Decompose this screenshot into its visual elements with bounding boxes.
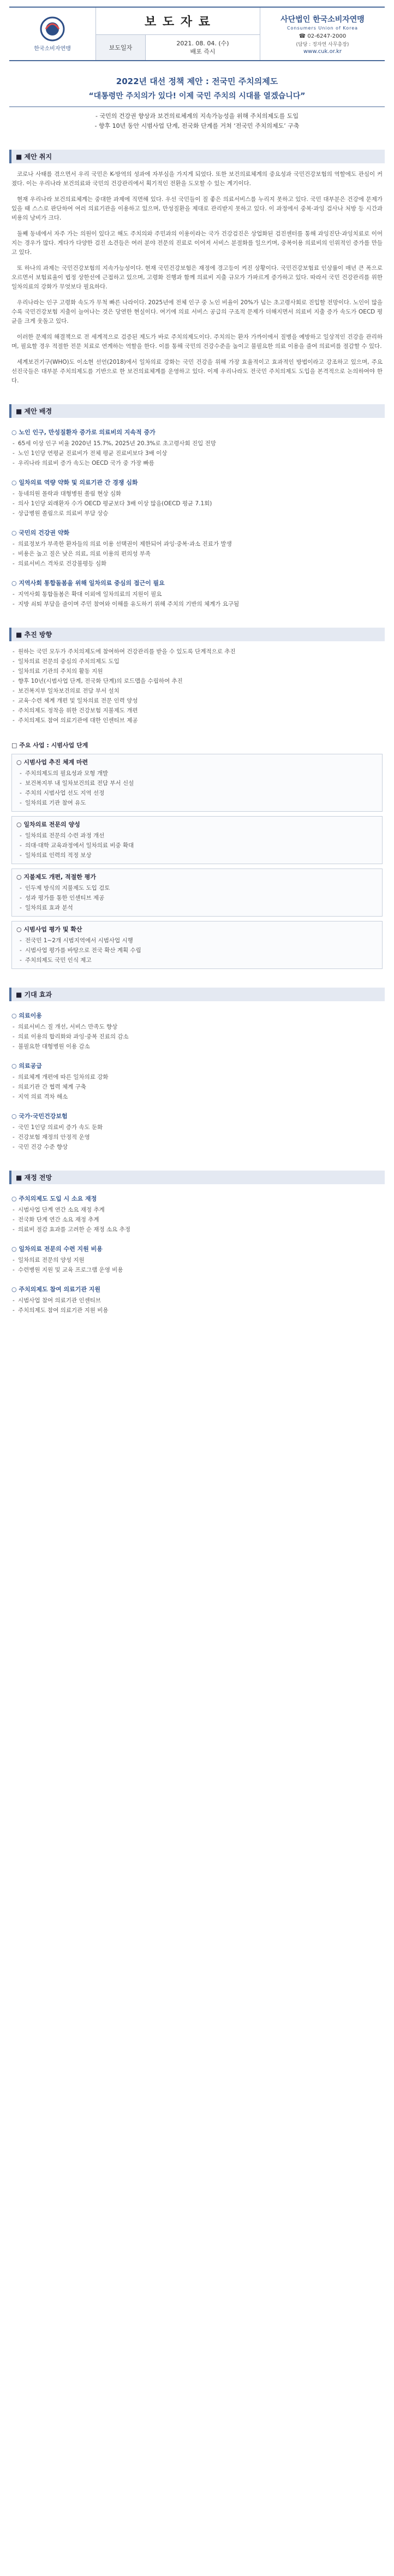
section-title: ■ 추진 방향 bbox=[9, 628, 385, 641]
section-title: ■ 재정 전망 bbox=[9, 1171, 385, 1184]
bullet-list bbox=[19, 831, 375, 860]
list-item: - 교육·수련 체계 개편 및 일차의료 전문 인력 양성 bbox=[11, 696, 383, 706]
list-item: - 건강보험 재정의 안정적 운영 bbox=[11, 1132, 383, 1142]
org-english-name: Consumers Union of Korea bbox=[286, 25, 359, 31]
logo-text: 한국소비자연맹 bbox=[34, 45, 71, 52]
headline-title: 2022년 대선 정책 제안 : 전국민 주치의제도 bbox=[116, 76, 278, 86]
paragraph: 우리나라는 인구 고령화 속도가 무척 빠른 나라이다. 2025년에 전체 인구 중 노인 비율이 20%가 넘는 초고령사회로 진입할 전망이다. 노인이 많을수록 국민건강보험 지출이 늘어나는 것은 당연한 현실이다. 여기에 의료 서비스 공급의 구조적 문제가 더해지면서 의료비 지출 증가 속도가 OECD 평균을 크게 웃돌고 있다. bbox=[11, 299, 383, 324]
org-contact: (담당 : 정자연 사무총장) bbox=[296, 42, 349, 48]
list-item: - 국민 건강 수준 향상 bbox=[11, 1142, 383, 1152]
bullet-list bbox=[19, 883, 375, 913]
section-direction bbox=[9, 628, 385, 725]
list-item: - 성과 평가를 통한 인센티브 제공 bbox=[19, 893, 375, 903]
list-item: - 주치의제도 정착을 위한 건강보험 지불제도 개편 bbox=[11, 706, 383, 716]
list-item: - 원하는 국민 모두가 주치의제도에 참여하여 건강관리를 받을 수 있도록 단계적으로 추진 bbox=[11, 647, 383, 657]
org-logo-icon bbox=[40, 16, 65, 42]
section-expected bbox=[9, 988, 385, 1152]
list-item: - 의료비 절감 효과를 고려한 순 재정 소요 추정 bbox=[11, 1225, 383, 1234]
list-item: - 일차의료 효과 분석 bbox=[19, 903, 375, 913]
list-item: - 의료서비스 질 개선, 서비스 만족도 향상 bbox=[11, 1022, 383, 1032]
list-item: - 향후 10년(시범사업 단계, 전국화 단계)의 로드맵을 수립하여 추진 bbox=[11, 676, 383, 686]
list-item: - 보건복지부 내 일차보건의료 전담 부서 신설 bbox=[19, 778, 375, 788]
list-item: - 지방 쇠퇴 부담을 줄이며 주민 참여와 이해를 유도하기 위해 주치의 기반의 체계가 요구됨 bbox=[11, 599, 383, 609]
subhead: ○ 일차의료 역량 약화 및 의료기관 간 경쟁 심화 bbox=[11, 479, 138, 486]
paragraph: 둘째 동네에서 자주 가는 의원이 있다고 해도 주치의와 주민과의 이용이라는 국가 건강검진은 상업화된 검진센터를 통해 과잉진단·과잉치료로 이어지는 경우가 많다. 게다가 다양한 검진 소견들은 여러 분야 전문의 진료로 이어져 서비스 분절화를 일으키며, 중복이용 의료비의 인위적인 증가를 만들고 있다. bbox=[11, 231, 383, 256]
org-name: 사단법인 한국소비자연맹 bbox=[280, 15, 365, 24]
list-item: - 일차의료 전문의 중심의 주치의제도 도입 bbox=[11, 657, 383, 666]
embargo: 배포 즉시 bbox=[190, 48, 216, 55]
bullet-list bbox=[19, 769, 375, 808]
list-item: - 보건복지부 일차보건의료 전담 부서 설치 bbox=[11, 686, 383, 696]
bullet-list bbox=[11, 1122, 383, 1152]
list-item: - 주치의제도 참여 의료기관에 대한 인센티브 제공 bbox=[11, 716, 383, 725]
stage-box bbox=[11, 868, 383, 917]
list-item: - 일차의료 인력의 적정 보상 bbox=[19, 850, 375, 860]
list-item: - 수련병원 지원 및 교육 프로그램 운영 비용 bbox=[11, 1265, 383, 1275]
section-title: ■ 제안 취지 bbox=[9, 150, 385, 163]
subhead: ○ 의료이용 bbox=[11, 1012, 42, 1019]
list-item: - 우리나라 의료비 증가 속도는 OECD 국가 중 가장 빠름 bbox=[11, 458, 383, 468]
org-website[interactable]: www.cuk.or.kr bbox=[303, 48, 342, 55]
headline-quote: “대통령만 주치의가 있다! 이제 국민 주치의 시대를 열겠습니다” bbox=[88, 92, 306, 101]
paragraph: 코로나 사태를 겪으면서 우리 국민은 K-방역의 성과에 자부심을 가지게 되었다. 또한 보건의료체계의 중요성과 국민건강보험의 역할에도 관심이 커졌다. 이는 우리나라 보건의료와 국민의 건강관리에서 획기적인 전환을 도모할 수 있는 계기이다. bbox=[11, 171, 383, 187]
headline-block bbox=[9, 75, 385, 131]
section-purpose bbox=[9, 150, 385, 386]
bullet-list bbox=[11, 1255, 383, 1275]
list-item: - 지역 의료 격차 해소 bbox=[11, 1092, 383, 1102]
subhead: ○ 국가·국민건강보험 bbox=[11, 1113, 68, 1120]
bullet-list bbox=[11, 539, 383, 569]
press-title: 보 도 자 료 bbox=[96, 8, 260, 35]
subhead: ○ 국민의 건강권 약화 bbox=[11, 529, 70, 536]
bullet-list bbox=[11, 1072, 383, 1102]
list-item: - 전국화 단계 연간 소요 재정 추계 bbox=[11, 1215, 383, 1225]
list-item: - 시범사업 평가를 바탕으로 전국 확산 계획 수립 bbox=[19, 946, 375, 955]
paragraph: 이러한 문제의 해결책으로 전 세계적으로 검증된 제도가 바로 주치의제도이다. 주치의는 환자 가까이에서 질병을 예방하고 일상적인 건강을 관리하며, 필요할 경우 적절한 전문 치료로 연계하는 역할을 한다. 이를 통해 국민의 건강수준을 높이고 불필요한 의료 이용을 줄여 의료비를 절감할 수 있다. bbox=[11, 334, 383, 350]
list-item: - 주치의제도의 필요성과 모형 개발 bbox=[19, 769, 375, 778]
list-item: - 시범사업 참여 의료기관 인센티브 bbox=[11, 1296, 383, 1305]
subhead: □ 주요 사업 : 시범사업 단계 bbox=[11, 742, 88, 749]
list-item: - 동네의원 몰락과 대형병원 쏠림 현상 심화 bbox=[11, 489, 383, 499]
headline-sub-1: - 국민의 건강권 향상과 보건의료체계의 지속가능성을 위해 주치의제도를 도입 bbox=[95, 113, 299, 120]
press-release bbox=[9, 7, 385, 1315]
bullet-list bbox=[11, 489, 383, 518]
box-title: ○ 시범사업 추진 체계 마련 bbox=[16, 759, 88, 766]
list-item: - 일차의료 전문의 양성 지원 bbox=[11, 1255, 383, 1265]
subhead: ○ 주치의제도 도입 시 소요 재정 bbox=[11, 1195, 97, 1202]
release-date: 2021. 08. 04. (수) bbox=[176, 40, 229, 47]
org-phone: ☎ 02-6247-2000 bbox=[299, 33, 347, 39]
bullet-list bbox=[11, 647, 383, 725]
list-item: - 노인 1인당 연평균 진료비가 전체 평균 진료비보다 3배 이상 bbox=[11, 448, 383, 458]
logo-cell bbox=[9, 8, 96, 60]
list-item: - 불필요한 대형병원 이용 감소 bbox=[11, 1042, 383, 1051]
list-item: - 지역사회 통합돌봄은 확대 이외에 일차의료의 지원이 필요 bbox=[11, 589, 383, 599]
list-item: - 일차의료 기관 참여 유도 bbox=[19, 798, 375, 808]
headline-sub-2: - 향후 10년 동안 시범사업 단계, 전국화 단계를 거쳐 ‘전국민 주치의제도’ 구축 bbox=[94, 122, 300, 129]
bullet-list bbox=[11, 1022, 383, 1051]
subhead: ○ 지역사회 통합돌봄을 위해 일차의료 중심의 접근이 필요 bbox=[11, 580, 165, 587]
bullet-list bbox=[11, 589, 383, 609]
paragraph: 또 하나의 과제는 국민건강보험의 지속가능성이다. 현재 국민건강보험은 재정에 경고등이 켜진 상황이다. 국민건강보험료 인상률이 매년 큰 폭으로 오르면서 보험료율이 법정 상한선에 근접하고 있으며, 고령화 진행과 함께 의료비 지출 규모가 가파르게 증가하고 있다. 따라서 국민 건강관리를 위한 일차의료의 강화가 무엇보다 필요하다. bbox=[11, 265, 383, 290]
section-finance bbox=[9, 1171, 385, 1315]
section-title: ■ 제안 배경 bbox=[9, 404, 385, 418]
list-item: - 국민 1인당 의료비 증가 속도 둔화 bbox=[11, 1122, 383, 1132]
list-item: - 의료서비스 격차로 건강불평등 심화 bbox=[11, 559, 383, 569]
org-cell bbox=[260, 8, 385, 60]
list-item: - 의료기관 간 협력 체계 구축 bbox=[11, 1082, 383, 1092]
list-item: - 비용은 높고 질은 낮은 의료, 의료 이용의 편의성 부족 bbox=[11, 549, 383, 559]
list-item: - 의사 1인당 외래환자 수가 OECD 평균보다 3배 이상 많음(OECD 평균 7.1회) bbox=[11, 499, 383, 509]
section-stages bbox=[9, 741, 385, 969]
list-item: - 의료체계 개편에 따른 일차의료 강화 bbox=[11, 1072, 383, 1082]
stage-box bbox=[11, 816, 383, 864]
paragraph: 세계보건기구(WHO)도 이소현 선언(2018)에서 일차의료 강화는 국민 건강을 위해 가장 효율적이고 효과적인 방법이라고 강조하고 있으며, 주요 선진국들은 대부분 주치의제도를 기반으로 한 보건의료체계를 운영하고 있다. 이제 우리나라도 전국민 주치의제도 도입을 본격적으로 논의하여야 한다. bbox=[11, 359, 383, 384]
list-item: - 일차의료 전문의 수련 과정 개선 bbox=[19, 831, 375, 841]
box-title: ○ 지불제도 개편, 적절한 평가 bbox=[16, 873, 96, 881]
list-item: - 인두제 방식의 지불제도 도입 검토 bbox=[19, 883, 375, 893]
bullet-list bbox=[11, 1205, 383, 1234]
title-cell bbox=[96, 8, 260, 60]
list-item: - 의료 이용의 합리화와 과잉·중복 진료의 감소 bbox=[11, 1032, 383, 1042]
box-title: ○ 시범사업 평가 및 확산 bbox=[16, 926, 82, 933]
paragraph: 현재 우리나라 보건의료체계는 중대한 과제에 직면해 있다. 우선 국민들이 질 좋은 의료서비스를 누리지 못하고 있다. 국민 대부분은 건강에 문제가 있을 때 스스로 판단하여 여러 의료기관을 이용하고 있으며, 만성질환을 제대로 관리받지 못하고 있다. 이 과정에서 중복·과잉 검사나 처방 등 시간과 비용의 낭비가 크다. bbox=[11, 196, 383, 221]
subhead: ○ 의료공급 bbox=[11, 1062, 42, 1070]
date-value bbox=[146, 35, 260, 60]
list-item: - 65세 이상 인구 비율 2020년 15.7%, 2025년 20.3%로 초고령사회 진입 전망 bbox=[11, 439, 383, 448]
bullet-list bbox=[11, 1296, 383, 1315]
list-item: - 주치의 시범사업 선도 지역 선정 bbox=[19, 788, 375, 798]
list-item: - 주치의제도 국민 인식 제고 bbox=[19, 955, 375, 965]
section-title: ■ 기대 효과 bbox=[9, 988, 385, 1001]
subhead: ○ 노인 인구, 만성질환자 증가로 의료비의 지속적 증가 bbox=[11, 429, 156, 436]
date-label: 보도일자 bbox=[96, 35, 146, 60]
list-item: - 의대·대학 교육과정에서 일차의료 비중 확대 bbox=[19, 841, 375, 850]
section-background bbox=[9, 404, 385, 609]
stage-box bbox=[11, 754, 383, 812]
subhead: ○ 일차의료 전문의 수련 지원 비용 bbox=[11, 1245, 103, 1252]
bullet-list bbox=[11, 439, 383, 468]
press-header bbox=[9, 7, 385, 61]
stage-box bbox=[11, 921, 383, 969]
list-item: - 주치의제도 참여 의료기관 지원 비용 bbox=[11, 1305, 383, 1315]
list-item: - 의료정보가 부족한 환자들의 의료 이용 선택권이 제한되어 과잉·중복·과소 진료가 발생 bbox=[11, 539, 383, 549]
bullet-list bbox=[19, 936, 375, 965]
box-title: ○ 일차의료 전문의 양성 bbox=[16, 821, 80, 828]
subhead: ○ 주치의제도 참여 의료기관 지원 bbox=[11, 1286, 101, 1293]
date-row bbox=[96, 35, 260, 60]
list-item: - 시범사업 단계 연간 소요 재정 추계 bbox=[11, 1205, 383, 1215]
list-item: - 상급병원 쏠림으로 의료비 부담 상승 bbox=[11, 509, 383, 518]
list-item: - 일차의료 기관의 주치의 활동 지원 bbox=[11, 666, 383, 676]
list-item: - 전국민 1~2개 시범지역에서 시범사업 시행 bbox=[19, 936, 375, 946]
